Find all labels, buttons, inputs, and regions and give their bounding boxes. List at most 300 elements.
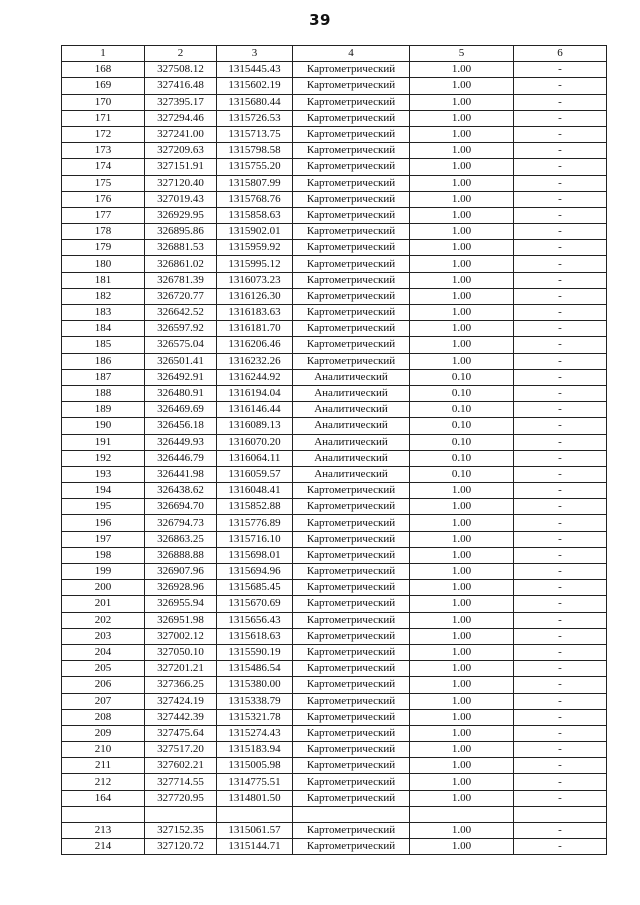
table-row xyxy=(62,612,607,628)
method-cell: Картометрический xyxy=(293,305,410,321)
table-row xyxy=(62,531,607,547)
table-row xyxy=(62,709,607,725)
table-row xyxy=(62,742,607,758)
x-coordinate-cell: 326929.95 xyxy=(145,207,217,223)
table-row xyxy=(62,62,607,78)
point-number-cell: 213 xyxy=(62,823,145,839)
y-coordinate-cell: 1315852.88 xyxy=(217,499,293,515)
header-cell: 4 xyxy=(293,46,410,62)
y-coordinate-cell: 1315726.53 xyxy=(217,110,293,126)
accuracy-cell: 1.00 xyxy=(410,725,514,741)
y-coordinate-cell: 1316089.13 xyxy=(217,418,293,434)
accuracy-cell: 0.10 xyxy=(410,434,514,450)
method-cell: Картометрический xyxy=(293,191,410,207)
note-cell: - xyxy=(514,143,607,159)
accuracy-cell: 1.00 xyxy=(410,661,514,677)
table-row xyxy=(62,450,607,466)
point-number-cell: 186 xyxy=(62,353,145,369)
note-cell: - xyxy=(514,483,607,499)
method-cell: Картометрический xyxy=(293,742,410,758)
accuracy-cell: 1.00 xyxy=(410,207,514,223)
point-number-cell: 164 xyxy=(62,790,145,806)
note-cell: - xyxy=(514,385,607,401)
x-coordinate-cell: 326501.41 xyxy=(145,353,217,369)
table-row xyxy=(62,240,607,256)
table-row xyxy=(62,385,607,401)
point-number-cell: 200 xyxy=(62,580,145,596)
accuracy-cell: 1.00 xyxy=(410,191,514,207)
point-number-cell: 202 xyxy=(62,612,145,628)
y-coordinate-cell: 1315902.01 xyxy=(217,224,293,240)
note-cell: - xyxy=(514,224,607,240)
method-cell: Картометрический xyxy=(293,564,410,580)
accuracy-cell: 1.00 xyxy=(410,337,514,353)
accuracy-cell: 1.00 xyxy=(410,321,514,337)
accuracy-cell: 1.00 xyxy=(410,143,514,159)
x-coordinate-cell: 327019.43 xyxy=(145,191,217,207)
y-coordinate-cell: 1315380.00 xyxy=(217,677,293,693)
point-number-cell: 198 xyxy=(62,547,145,563)
x-coordinate-cell: 326446.79 xyxy=(145,450,217,466)
y-coordinate-cell: 1316183.63 xyxy=(217,305,293,321)
table-row xyxy=(62,596,607,612)
note-cell: - xyxy=(514,596,607,612)
note-cell: - xyxy=(514,612,607,628)
y-coordinate-cell: 1315995.12 xyxy=(217,256,293,272)
x-coordinate-cell: 326955.94 xyxy=(145,596,217,612)
y-coordinate-cell: 1315656.43 xyxy=(217,612,293,628)
x-coordinate-cell: 326597.92 xyxy=(145,321,217,337)
note-cell: - xyxy=(514,110,607,126)
method-cell: Картометрический xyxy=(293,774,410,790)
accuracy-cell: 0.10 xyxy=(410,369,514,385)
x-coordinate-cell: 326438.62 xyxy=(145,483,217,499)
x-coordinate-cell: 327416.48 xyxy=(145,78,217,94)
note-cell: - xyxy=(514,564,607,580)
header-cell: 1 xyxy=(62,46,145,62)
point-number-cell: 197 xyxy=(62,531,145,547)
method-cell: Картометрический xyxy=(293,272,410,288)
point-number-cell: 174 xyxy=(62,159,145,175)
method-cell: Аналитический xyxy=(293,402,410,418)
method-cell: Картометрический xyxy=(293,240,410,256)
method-cell: Картометрический xyxy=(293,596,410,612)
table-row xyxy=(62,758,607,774)
y-coordinate-cell: 1315618.63 xyxy=(217,628,293,644)
point-number-cell: 187 xyxy=(62,369,145,385)
y-coordinate-cell: 1316194.04 xyxy=(217,385,293,401)
point-number-cell: 196 xyxy=(62,515,145,531)
table-row xyxy=(62,159,607,175)
point-number-cell: 171 xyxy=(62,110,145,126)
spacer-row xyxy=(62,806,607,822)
x-coordinate-cell: 326951.98 xyxy=(145,612,217,628)
table-row xyxy=(62,288,607,304)
y-coordinate-cell: 1315959.92 xyxy=(217,240,293,256)
point-number-cell: 199 xyxy=(62,564,145,580)
x-coordinate-cell: 327002.12 xyxy=(145,628,217,644)
method-cell: Картометрический xyxy=(293,531,410,547)
note-cell: - xyxy=(514,402,607,418)
x-coordinate-cell: 326907.96 xyxy=(145,564,217,580)
method-cell: Аналитический xyxy=(293,418,410,434)
method-cell: Картометрический xyxy=(293,321,410,337)
point-number-cell: 180 xyxy=(62,256,145,272)
y-coordinate-cell: 1315755.20 xyxy=(217,159,293,175)
x-coordinate-cell: 327720.95 xyxy=(145,790,217,806)
point-number-cell: 184 xyxy=(62,321,145,337)
table-row xyxy=(62,94,607,110)
table-header-row xyxy=(62,46,607,62)
note-cell: - xyxy=(514,175,607,191)
point-number-cell: 176 xyxy=(62,191,145,207)
y-coordinate-cell: 1316244.92 xyxy=(217,369,293,385)
accuracy-cell: 1.00 xyxy=(410,677,514,693)
method-cell: Картометрический xyxy=(293,661,410,677)
x-coordinate-cell: 326720.77 xyxy=(145,288,217,304)
point-number-cell: 183 xyxy=(62,305,145,321)
accuracy-cell: 1.00 xyxy=(410,62,514,78)
y-coordinate-cell: 1315716.10 xyxy=(217,531,293,547)
accuracy-cell: 1.00 xyxy=(410,547,514,563)
accuracy-cell: 1.00 xyxy=(410,94,514,110)
note-cell: - xyxy=(514,256,607,272)
accuracy-cell: 1.00 xyxy=(410,693,514,709)
note-cell: - xyxy=(514,450,607,466)
accuracy-cell: 1.00 xyxy=(410,175,514,191)
method-cell: Картометрический xyxy=(293,612,410,628)
y-coordinate-cell: 1315670.69 xyxy=(217,596,293,612)
point-number-cell: 170 xyxy=(62,94,145,110)
method-cell: Картометрический xyxy=(293,110,410,126)
point-number-cell: 208 xyxy=(62,709,145,725)
x-coordinate-cell: 326449.93 xyxy=(145,434,217,450)
accuracy-cell: 1.00 xyxy=(410,288,514,304)
point-number-cell: 211 xyxy=(62,758,145,774)
note-cell: - xyxy=(514,580,607,596)
table-row xyxy=(62,693,607,709)
y-coordinate-cell: 1314801.50 xyxy=(217,790,293,806)
y-coordinate-cell: 1315685.45 xyxy=(217,580,293,596)
accuracy-cell: 0.10 xyxy=(410,402,514,418)
method-cell xyxy=(293,806,410,822)
table-row xyxy=(62,483,607,499)
x-coordinate-cell: 326888.88 xyxy=(145,547,217,563)
note-cell: - xyxy=(514,353,607,369)
table-row xyxy=(62,774,607,790)
x-coordinate-cell: 326469.69 xyxy=(145,402,217,418)
method-cell: Картометрический xyxy=(293,677,410,693)
x-coordinate-cell: 326456.18 xyxy=(145,418,217,434)
table-row xyxy=(62,224,607,240)
note-cell: - xyxy=(514,758,607,774)
table-row xyxy=(62,321,607,337)
accuracy-cell: 1.00 xyxy=(410,564,514,580)
y-coordinate-cell: 1315807.99 xyxy=(217,175,293,191)
accuracy-cell: 1.00 xyxy=(410,483,514,499)
note-cell: - xyxy=(514,94,607,110)
note-cell: - xyxy=(514,661,607,677)
point-number-cell: 189 xyxy=(62,402,145,418)
point-number-cell: 206 xyxy=(62,677,145,693)
table-row xyxy=(62,402,607,418)
y-coordinate-cell: 1315445.43 xyxy=(217,62,293,78)
method-cell: Картометрический xyxy=(293,143,410,159)
note-cell: - xyxy=(514,790,607,806)
point-number-cell: 210 xyxy=(62,742,145,758)
y-coordinate-cell: 1316048.41 xyxy=(217,483,293,499)
accuracy-cell: 1.00 xyxy=(410,499,514,515)
y-coordinate-cell: 1315694.96 xyxy=(217,564,293,580)
accuracy-cell: 1.00 xyxy=(410,126,514,142)
x-coordinate-cell: 327395.17 xyxy=(145,94,217,110)
x-coordinate-cell: 326441.98 xyxy=(145,466,217,482)
method-cell: Картометрический xyxy=(293,547,410,563)
accuracy-cell: 1.00 xyxy=(410,823,514,839)
note-cell: - xyxy=(514,677,607,693)
method-cell: Картометрический xyxy=(293,483,410,499)
point-number-cell: 204 xyxy=(62,644,145,660)
table-row xyxy=(62,353,607,369)
x-coordinate-cell: 327120.72 xyxy=(145,839,217,855)
note-cell: - xyxy=(514,418,607,434)
accuracy-cell: 1.00 xyxy=(410,256,514,272)
method-cell: Картометрический xyxy=(293,758,410,774)
table-row xyxy=(62,580,607,596)
accuracy-cell: 1.00 xyxy=(410,305,514,321)
note-cell: - xyxy=(514,240,607,256)
x-coordinate-cell: 326794.73 xyxy=(145,515,217,531)
table-row xyxy=(62,515,607,531)
x-coordinate-cell: 327201.21 xyxy=(145,661,217,677)
page-number: 39 xyxy=(309,11,331,29)
table-row xyxy=(62,677,607,693)
y-coordinate-cell: 1316146.44 xyxy=(217,402,293,418)
x-coordinate-cell: 327442.39 xyxy=(145,709,217,725)
table-row xyxy=(62,418,607,434)
point-number-cell: 194 xyxy=(62,483,145,499)
table-row xyxy=(62,207,607,223)
y-coordinate-cell: 1315798.58 xyxy=(217,143,293,159)
method-cell: Аналитический xyxy=(293,385,410,401)
y-coordinate-cell: 1316126.30 xyxy=(217,288,293,304)
note-cell: - xyxy=(514,709,607,725)
x-coordinate-cell: 327294.46 xyxy=(145,110,217,126)
method-cell: Аналитический xyxy=(293,450,410,466)
point-number-cell: 191 xyxy=(62,434,145,450)
method-cell: Картометрический xyxy=(293,628,410,644)
point-number-cell: 207 xyxy=(62,693,145,709)
note-cell: - xyxy=(514,644,607,660)
note-cell: - xyxy=(514,191,607,207)
y-coordinate-cell: 1315486.54 xyxy=(217,661,293,677)
accuracy-cell: 1.00 xyxy=(410,709,514,725)
point-number-cell: 188 xyxy=(62,385,145,401)
coordinates-table xyxy=(61,45,607,855)
accuracy-cell: 1.00 xyxy=(410,758,514,774)
accuracy-cell: 1.00 xyxy=(410,240,514,256)
table-row xyxy=(62,78,607,94)
table-row xyxy=(62,839,607,855)
accuracy-cell: 1.00 xyxy=(410,612,514,628)
point-number-cell: 195 xyxy=(62,499,145,515)
x-coordinate-cell: 326895.86 xyxy=(145,224,217,240)
y-coordinate-cell: 1315698.01 xyxy=(217,547,293,563)
table-row xyxy=(62,823,607,839)
method-cell: Картометрический xyxy=(293,207,410,223)
method-cell: Картометрический xyxy=(293,78,410,94)
x-coordinate-cell: 326694.70 xyxy=(145,499,217,515)
table-row xyxy=(62,661,607,677)
method-cell: Картометрический xyxy=(293,224,410,240)
y-coordinate-cell: 1315338.79 xyxy=(217,693,293,709)
x-coordinate-cell: 326575.04 xyxy=(145,337,217,353)
method-cell: Картометрический xyxy=(293,499,410,515)
point-number-cell: 214 xyxy=(62,839,145,855)
table-row xyxy=(62,110,607,126)
y-coordinate-cell: 1315858.63 xyxy=(217,207,293,223)
method-cell: Картометрический xyxy=(293,353,410,369)
x-coordinate-cell: 326881.53 xyxy=(145,240,217,256)
table-row xyxy=(62,547,607,563)
method-cell: Картометрический xyxy=(293,256,410,272)
note-cell: - xyxy=(514,369,607,385)
point-number-cell: 177 xyxy=(62,207,145,223)
method-cell: Картометрический xyxy=(293,159,410,175)
note-cell: - xyxy=(514,515,607,531)
table-row xyxy=(62,369,607,385)
table-row xyxy=(62,175,607,191)
point-number-cell: 192 xyxy=(62,450,145,466)
method-cell: Картометрический xyxy=(293,725,410,741)
x-coordinate-cell: 327152.35 xyxy=(145,823,217,839)
note-cell: - xyxy=(514,207,607,223)
point-number-cell: 203 xyxy=(62,628,145,644)
table-row xyxy=(62,564,607,580)
point-number-cell xyxy=(62,806,145,822)
point-number-cell: 190 xyxy=(62,418,145,434)
y-coordinate-cell: 1315144.71 xyxy=(217,839,293,855)
method-cell: Картометрический xyxy=(293,823,410,839)
y-coordinate-cell: 1314775.51 xyxy=(217,774,293,790)
accuracy-cell: 1.00 xyxy=(410,353,514,369)
point-number-cell: 181 xyxy=(62,272,145,288)
method-cell: Картометрический xyxy=(293,709,410,725)
method-cell: Картометрический xyxy=(293,693,410,709)
accuracy-cell: 1.00 xyxy=(410,159,514,175)
table-row xyxy=(62,337,607,353)
note-cell: - xyxy=(514,499,607,515)
table-row xyxy=(62,126,607,142)
note-cell: - xyxy=(514,78,607,94)
header-cell: 2 xyxy=(145,46,217,62)
table-row xyxy=(62,466,607,482)
note-cell: - xyxy=(514,305,607,321)
note-cell: - xyxy=(514,337,607,353)
x-coordinate-cell: 327151.91 xyxy=(145,159,217,175)
accuracy-cell: 1.00 xyxy=(410,774,514,790)
point-number-cell: 212 xyxy=(62,774,145,790)
table-row xyxy=(62,628,607,644)
method-cell: Картометрический xyxy=(293,790,410,806)
table-row xyxy=(62,191,607,207)
point-number-cell: 182 xyxy=(62,288,145,304)
x-coordinate-cell xyxy=(145,806,217,822)
point-number-cell: 193 xyxy=(62,466,145,482)
point-number-cell: 168 xyxy=(62,62,145,78)
header-cell: 6 xyxy=(514,46,607,62)
method-cell: Картометрический xyxy=(293,580,410,596)
accuracy-cell: 1.00 xyxy=(410,272,514,288)
x-coordinate-cell: 327508.12 xyxy=(145,62,217,78)
accuracy-cell: 1.00 xyxy=(410,531,514,547)
note-cell: - xyxy=(514,321,607,337)
table-row xyxy=(62,725,607,741)
y-coordinate-cell: 1315776.89 xyxy=(217,515,293,531)
table-row xyxy=(62,644,607,660)
note-cell: - xyxy=(514,62,607,78)
accuracy-cell: 1.00 xyxy=(410,839,514,855)
y-coordinate-cell: 1315061.57 xyxy=(217,823,293,839)
point-number-cell: 169 xyxy=(62,78,145,94)
table-row xyxy=(62,499,607,515)
x-coordinate-cell: 326861.02 xyxy=(145,256,217,272)
y-coordinate-cell: 1315005.98 xyxy=(217,758,293,774)
point-number-cell: 173 xyxy=(62,143,145,159)
x-coordinate-cell: 326928.96 xyxy=(145,580,217,596)
accuracy-cell: 1.00 xyxy=(410,580,514,596)
table-row xyxy=(62,790,607,806)
note-cell: - xyxy=(514,547,607,563)
y-coordinate-cell: 1316059.57 xyxy=(217,466,293,482)
method-cell: Картометрический xyxy=(293,644,410,660)
accuracy-cell: 0.10 xyxy=(410,418,514,434)
note-cell xyxy=(514,806,607,822)
point-number-cell: 172 xyxy=(62,126,145,142)
y-coordinate-cell: 1315590.19 xyxy=(217,644,293,660)
x-coordinate-cell: 327050.10 xyxy=(145,644,217,660)
method-cell: Картометрический xyxy=(293,839,410,855)
note-cell: - xyxy=(514,693,607,709)
y-coordinate-cell: 1316070.20 xyxy=(217,434,293,450)
x-coordinate-cell: 327424.19 xyxy=(145,693,217,709)
note-cell: - xyxy=(514,126,607,142)
y-coordinate-cell: 1315274.43 xyxy=(217,725,293,741)
table-row xyxy=(62,256,607,272)
x-coordinate-cell: 327241.00 xyxy=(145,126,217,142)
method-cell: Картометрический xyxy=(293,62,410,78)
point-number-cell: 185 xyxy=(62,337,145,353)
accuracy-cell: 1.00 xyxy=(410,742,514,758)
y-coordinate-cell: 1316232.26 xyxy=(217,353,293,369)
x-coordinate-cell: 327120.40 xyxy=(145,175,217,191)
x-coordinate-cell: 327475.64 xyxy=(145,725,217,741)
x-coordinate-cell: 327714.55 xyxy=(145,774,217,790)
note-cell: - xyxy=(514,823,607,839)
x-coordinate-cell: 326480.91 xyxy=(145,385,217,401)
x-coordinate-cell: 327602.21 xyxy=(145,758,217,774)
note-cell: - xyxy=(514,742,607,758)
x-coordinate-cell: 326642.52 xyxy=(145,305,217,321)
method-cell: Картометрический xyxy=(293,126,410,142)
x-coordinate-cell: 326863.25 xyxy=(145,531,217,547)
accuracy-cell xyxy=(410,806,514,822)
table-row xyxy=(62,143,607,159)
accuracy-cell: 1.00 xyxy=(410,596,514,612)
note-cell: - xyxy=(514,466,607,482)
y-coordinate-cell: 1315768.76 xyxy=(217,191,293,207)
y-coordinate-cell: 1316073.23 xyxy=(217,272,293,288)
